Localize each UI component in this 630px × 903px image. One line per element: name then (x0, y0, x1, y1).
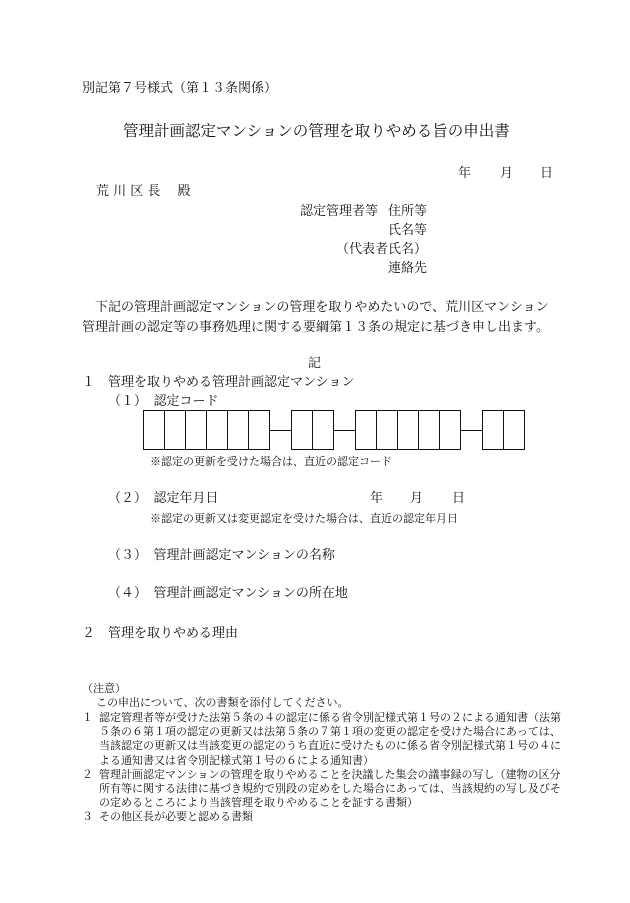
code-digit-box[interactable] (248, 410, 270, 450)
date-month-label: 月 (500, 166, 514, 181)
applicant-header: 認定管理者等 (300, 204, 379, 219)
code-digit-box[interactable] (206, 410, 228, 450)
note-number: ２ (82, 767, 93, 781)
section2-heading: ２ 管理を取りやめる理由 (82, 626, 239, 641)
code-digit-box[interactable] (439, 410, 461, 450)
representative-label: （代表者氏名） (336, 242, 428, 257)
document-title: 管理計画認定マンションの管理を取りやめる旨の申出書 (123, 122, 510, 140)
code-note: ※認定の更新を受けた場合は、直近の認定コード (150, 455, 392, 468)
code-digit-box[interactable] (355, 410, 377, 450)
note-number: ３ (82, 810, 93, 824)
code-label: （１） 認定コード (108, 394, 219, 409)
date-day-label: 日 (540, 166, 554, 181)
code-digit-box[interactable] (376, 410, 398, 450)
cert-date-note: ※認定の更新又は変更認定を受けた場合は、直近の認定年月日 (150, 512, 458, 525)
section1-heading: １ 管理を取りやめる管理計画認定マンション (82, 375, 355, 390)
code-digit-box[interactable] (164, 410, 186, 450)
name-label: 氏名等 (388, 223, 428, 238)
code-separator-dash (270, 430, 292, 431)
cert-date-month: 月 (410, 491, 424, 506)
intro-paragraph: 下記の管理計画認定マンションの管理を取りやめたいので、荒川区マンション管理計画の認定等の事務処理に関する要綱第１３条の規定に基づき申し出ます。 (82, 300, 549, 335)
note-text: 認定管理者等が受けた法第５条の４の認定に係る省令別記様式第１号の２による通知書（法第５条の６第１項の認定の更新又は法第５条の７第１項の変更の認定を受けた場合にあっては、当該認定の更新又は当該変更の認定のうち直近に受けたものに係る省令別記様式第１号の４による通知書又は省令別記様式第１号の６による通知書） (99, 711, 561, 767)
code-digit-box[interactable] (482, 410, 504, 450)
address-label: 住所等 (388, 204, 428, 219)
notes-list (82, 711, 562, 825)
notes-title: （注意） (82, 682, 126, 695)
note-item (82, 768, 562, 811)
cert-date-label: （２） 認定年月日 (108, 491, 219, 506)
date-year-label: 年 (458, 166, 472, 181)
note-item (82, 810, 562, 824)
form-label: 別記第７号様式（第１３条関係） (82, 81, 278, 96)
note-text: その他区長が必要と認める書類 (99, 810, 253, 824)
note-number: １ (82, 711, 93, 724)
code-digit-box[interactable] (185, 410, 207, 450)
notes-lead: この申出について、次の書類を添付してください。 (96, 696, 349, 709)
contact-label: 連絡先 (388, 261, 428, 276)
code-separator-dash (461, 430, 483, 431)
cert-date-year: 年 (370, 491, 384, 506)
mansion-name-label: （３） 管理計画認定マンションの名称 (108, 548, 335, 563)
mansion-location-label: （４） 管理計画認定マンションの所在地 (108, 586, 348, 601)
note-item (82, 711, 562, 768)
addressee: 荒 川 区 長 殿 (96, 184, 191, 199)
code-digit-box[interactable] (503, 410, 525, 450)
code-digit-box[interactable] (418, 410, 440, 450)
cert-date-day: 日 (452, 491, 466, 506)
code-digit-box[interactable] (312, 410, 334, 450)
code-digit-box[interactable] (143, 410, 165, 450)
ki-label: 記 (308, 356, 322, 371)
note-text: 管理計画認定マンションの管理を取りやめることを決議した集会の議事録の写し（建物の区分所有等に関する法律に基づき規約で別段の定めをした場合にあっては、当該規約の写し及びその定めるところにより当該管理を取りやめることを証する書類） (99, 767, 561, 810)
code-digit-box[interactable] (227, 410, 249, 450)
certification-code-boxes (143, 410, 525, 450)
code-digit-box[interactable] (291, 410, 313, 450)
code-separator-dash (334, 430, 356, 431)
code-digit-box[interactable] (397, 410, 419, 450)
